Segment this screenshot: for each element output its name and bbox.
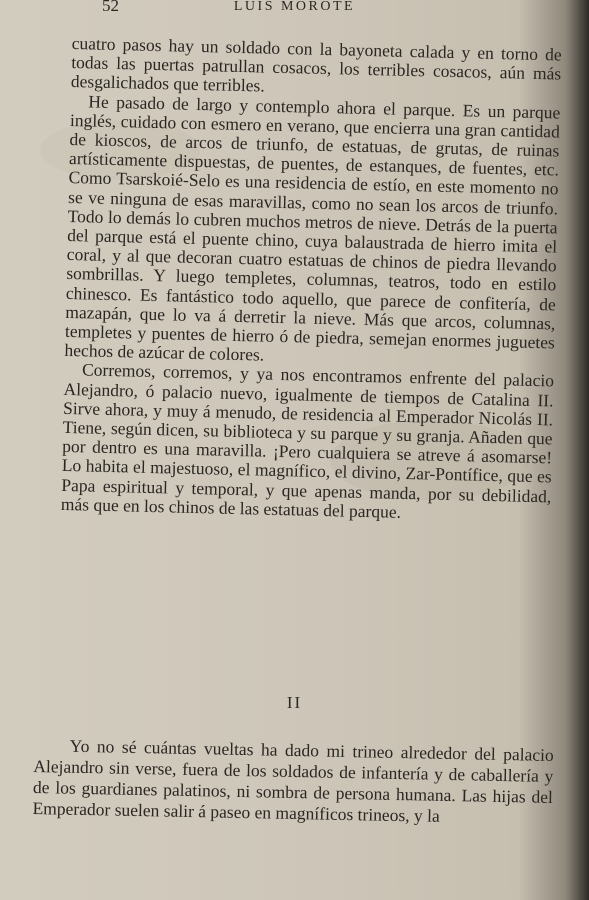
section-text bbox=[32, 735, 554, 829]
page-header bbox=[0, 0, 589, 18]
paragraph: cuatro pasos hay un soldado con la bayoneta calada y en torno de todas las puertas patrullan cosacos, los terribles cosacos, aún más desgalichados que terribles. bbox=[70, 33, 562, 96]
page-number: 52 bbox=[102, 0, 119, 15]
section-heading: II bbox=[286, 693, 303, 712]
paragraph: Yo no sé cuántas vueltas ha dado mi trineo alrededor del palacio Alejandro sin verse, fuera de los soldados de infantería y de caballería y de los guardianes palatinos, ni sombra de persona humana. Las hijas del Emperador suelen salir á paseo en magníficos trineos, y la bbox=[32, 735, 554, 826]
paragraph: Corremos, corremos, y ya nos encontramos enfrente del palacio Alejandro, ó palacio nuevo, igualmente de tiempos de Catalina II. Sirve ahora, y muy á menudo, de residencia al Emperador Nicolás II. Tiene, según dicen, su biblioteca y su parque y su granja. Añaden que por dentro es una maravilla. ¡Pero cualquiera se atreve á asomarse! Lo habita el majestuoso, el magnífico, el divino, Zar-Pontífice, que es Papa espiritual y temporal, y que apenas manda, por su debilidad, más que en los chinos de las estatuas del parque. bbox=[60, 359, 555, 522]
paragraph: He pasado de largo y contemplo ahora el parque. Es un parque inglés, cuidado con esmero en verano, que encierra una gran cantidad de kioscos, de arcos de triunfo, de estatuas, de grutas, de ruinas artísticamente dispuestas, de puentes, de estanques, de fuentes, etc. Como Tsarskoié-Selo es una residencia de estío, en este momento no se ve ninguna de esas maravillas, como no sean los arcos de triunfo. Todo lo demás lo cubren muchos metros de nieve. Detrás de la puerta del parque está el puente chino, cuya balaustrada de hierro imita el coral, y al que decoran cuatro estatuas de chinos de piedra llevando sombrillas. Y luego templetes, columnas, teatros, todo en estilo chinesco. Es fantástico todo aquello, que parece de confitería, de mazapán, que lo va á derretir la nieve. Más que arcos, columnas, templetes y puentes de hierro ó de piedra, semejan enormes juguetes hechos de azúcar de colores. bbox=[64, 91, 561, 365]
body-text bbox=[61, 34, 562, 525]
running-head: LUIS MOROTE bbox=[233, 0, 356, 14]
